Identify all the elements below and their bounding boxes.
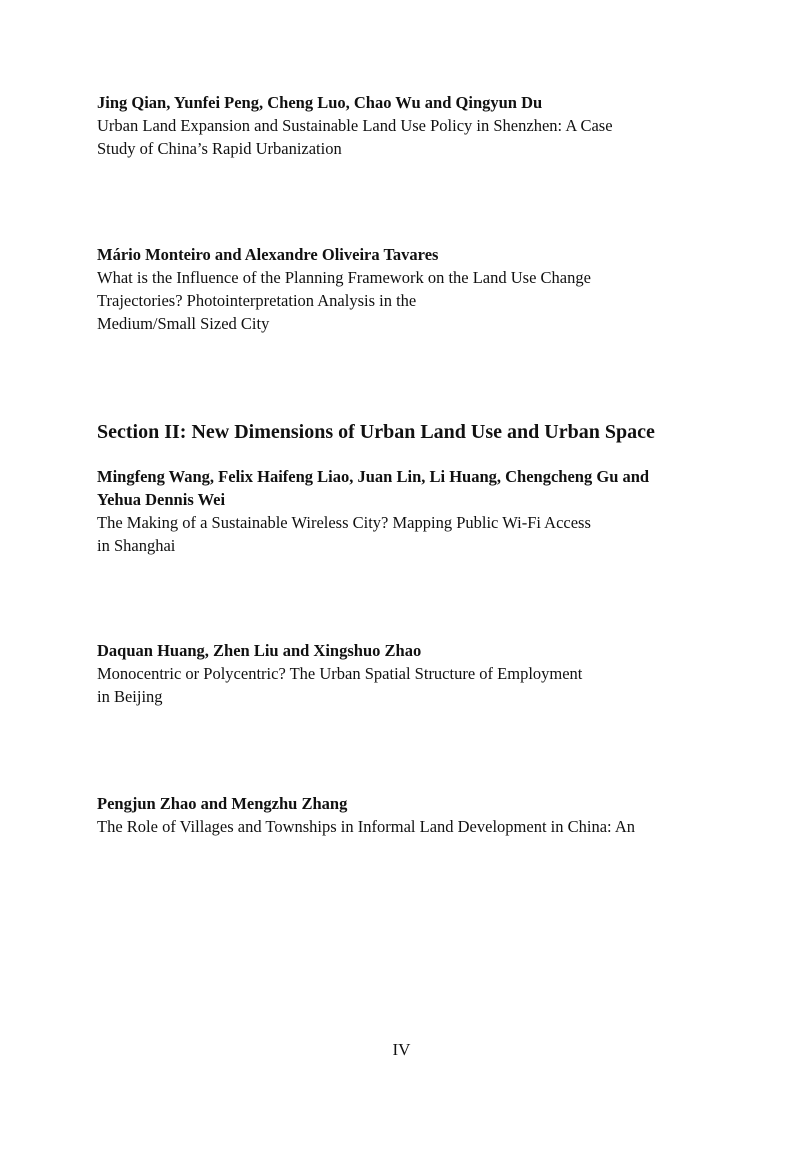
- entry-title-line: Urban Land Expansion and Sustainable Land Use Policy in Shenzhen: A Case: [97, 116, 613, 135]
- entry-authors: Yehua Dennis Wei: [97, 490, 226, 509]
- entry-authors: Mingfeng Wang, Felix Haifeng Liao, Juan Lin, Li Huang, Chengcheng Gu and: [97, 467, 650, 486]
- toc-entry: [97, 465, 737, 557]
- page-number: IV: [392, 1040, 411, 1059]
- entry-title-line: Monocentric or Polycentric? The Urban Spatial Structure of Employment: [97, 664, 583, 683]
- entry-authors: Pengjun Zhao and Mengzhu Zhang: [97, 794, 348, 813]
- entry-title-line: in Shanghai: [97, 536, 176, 555]
- entry-authors: Mário Monteiro and Alexandre Oliveira Tavares: [97, 245, 439, 264]
- entry-title-line: Trajectories? Photointerpretation Analysis in the: [97, 291, 417, 310]
- entry-authors: Jing Qian, Yunfei Peng, Cheng Luo, Chao Wu and Qingyun Du: [97, 93, 543, 112]
- entry-title-line: The Role of Villages and Townships in Informal Land Development in China: An: [97, 817, 635, 836]
- entry-title-line: Study of China’s Rapid Urbanization: [97, 139, 342, 158]
- entry-title-line: The Making of a Sustainable Wireless City? Mapping Public Wi-Fi Access: [97, 513, 591, 532]
- toc-entry: [97, 91, 737, 160]
- entry-title-line: Medium/Small Sized City: [97, 314, 270, 333]
- entry-title-line: in Beijing: [97, 687, 163, 706]
- toc-entry: [97, 792, 737, 838]
- section-heading: Section II: New Dimensions of Urban Land Use and Urban Space: [97, 421, 655, 443]
- toc-entry: [97, 243, 737, 335]
- entry-authors: Daquan Huang, Zhen Liu and Xingshuo Zhao: [97, 641, 422, 660]
- toc-entry: [97, 639, 737, 708]
- entry-title-line: What is the Influence of the Planning Framework on the Land Use Change: [97, 268, 591, 287]
